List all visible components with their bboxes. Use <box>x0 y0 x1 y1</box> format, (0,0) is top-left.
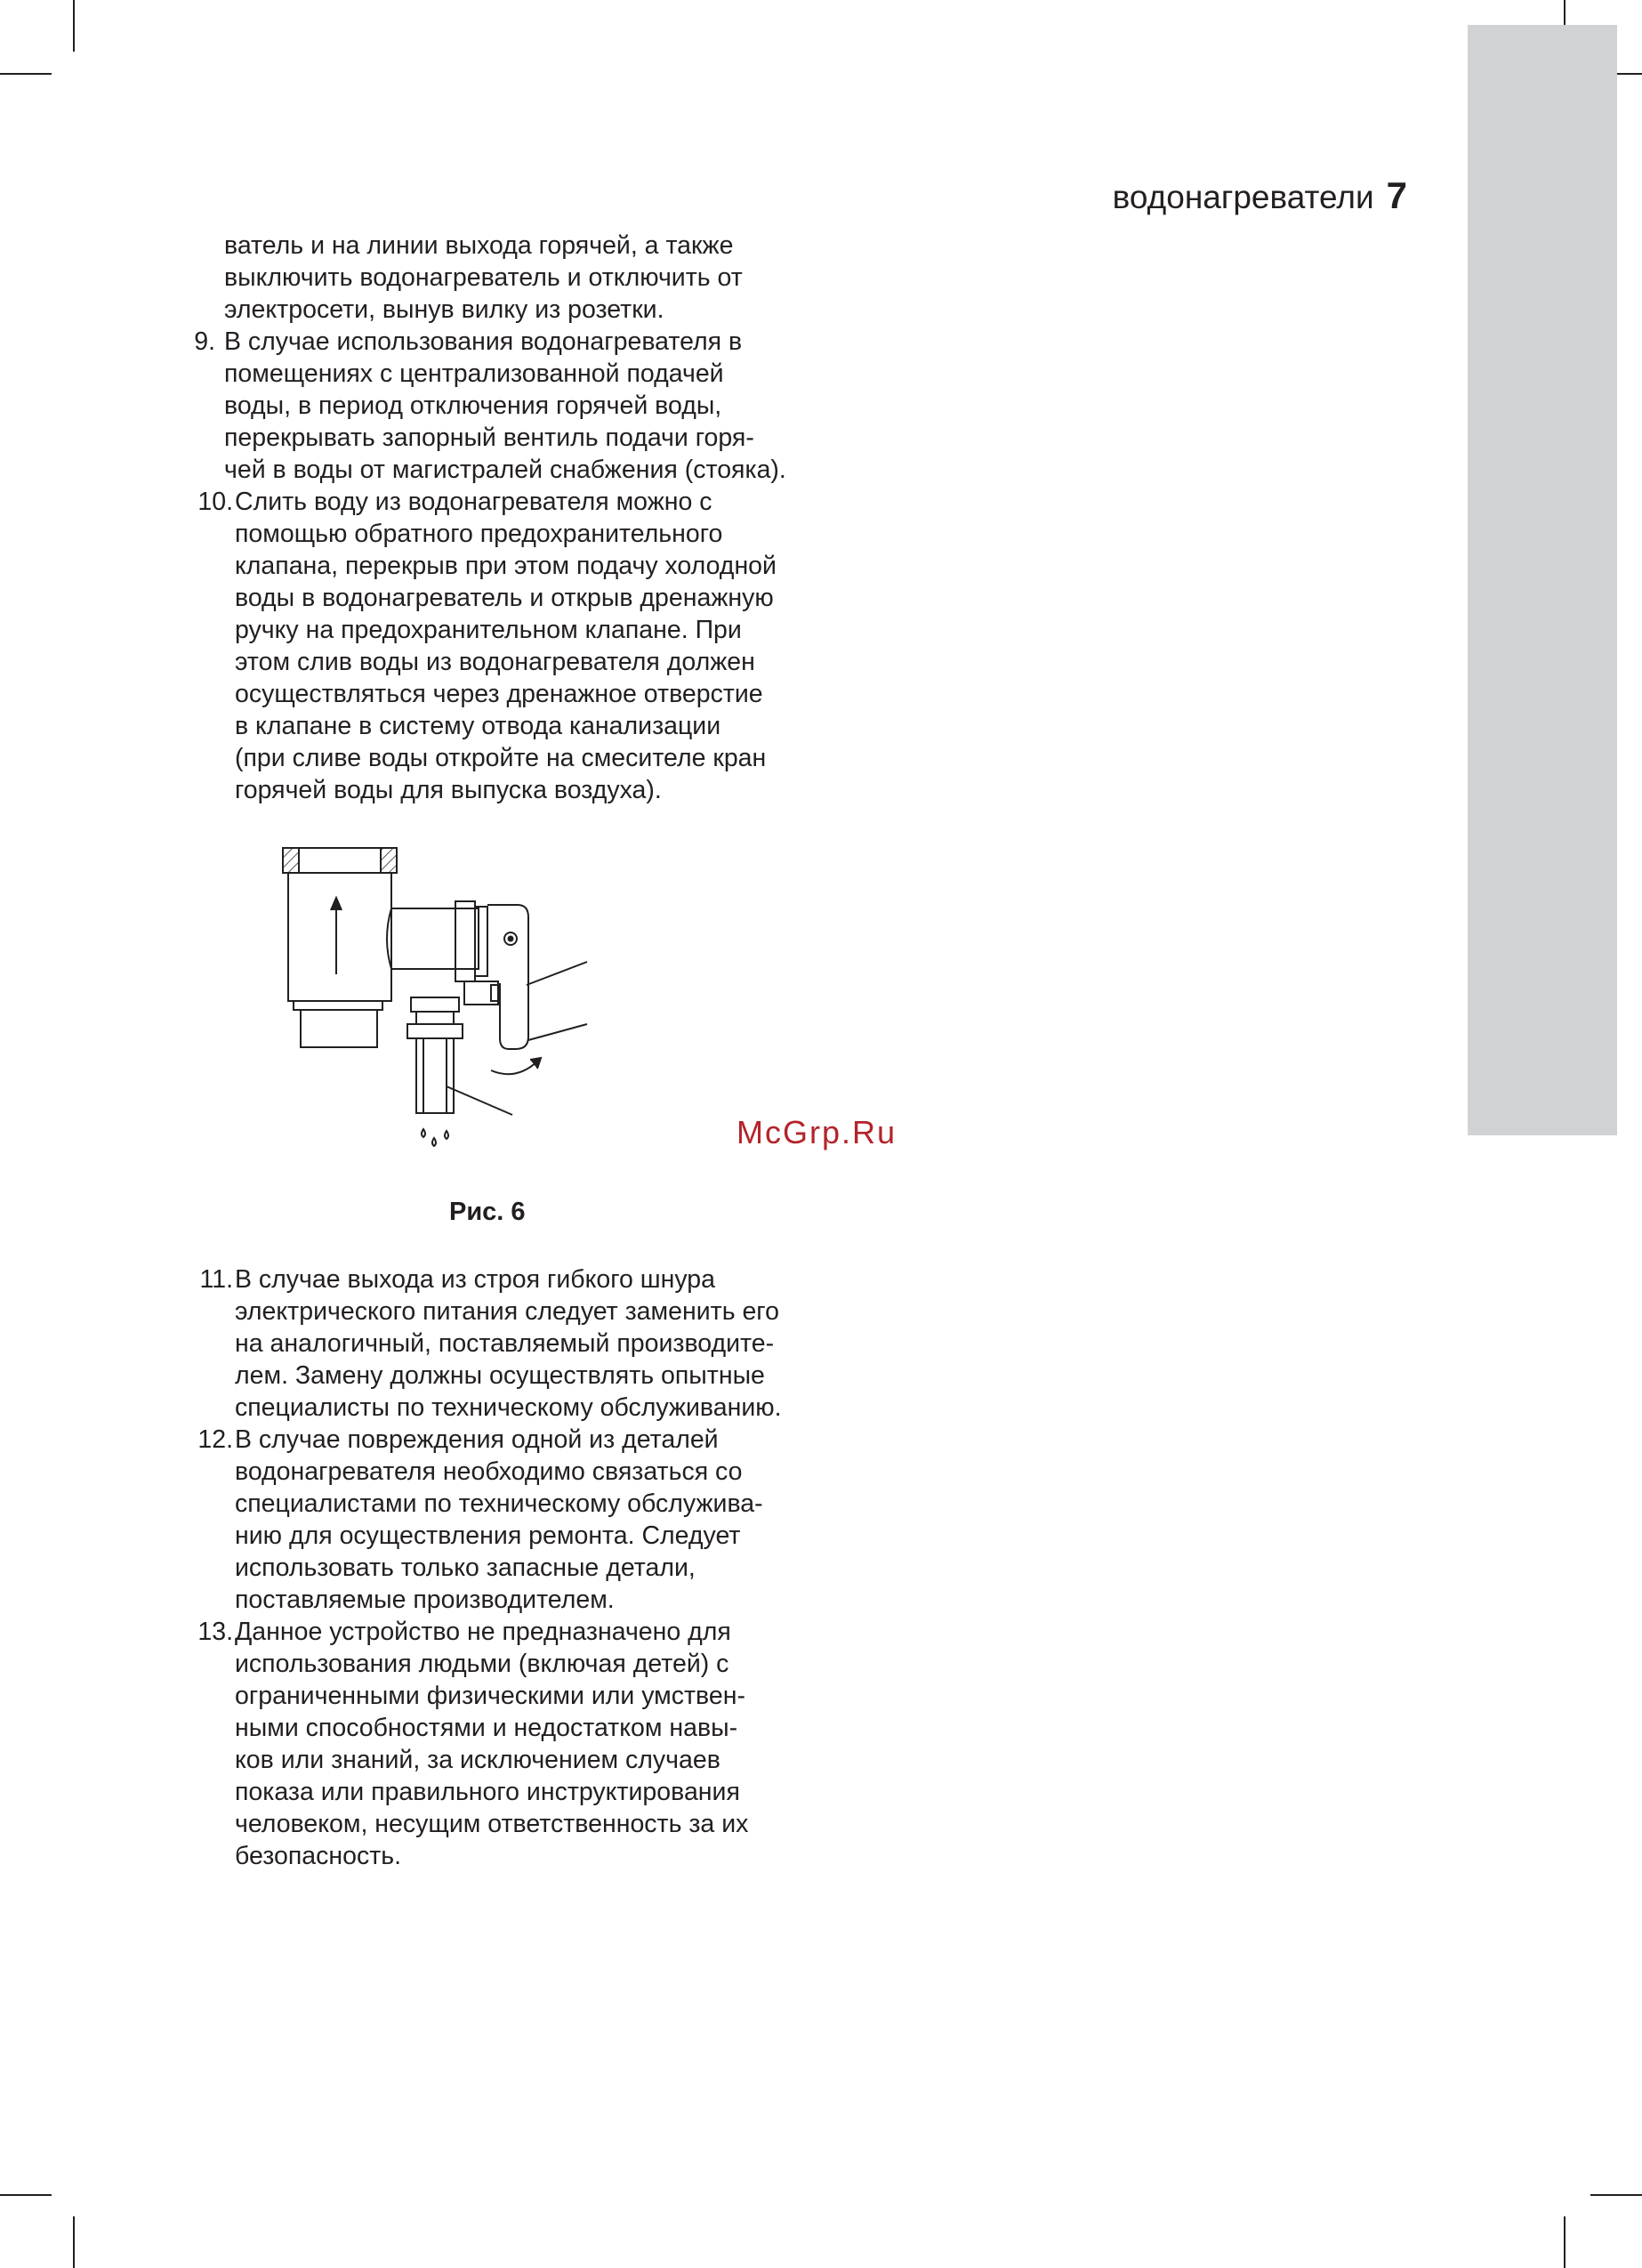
item-number: 12. <box>197 1425 233 1454</box>
list-item-11 <box>189 1263 802 1424</box>
text-line: чей в воды от магистралей снабжения (стояка). <box>224 456 786 484</box>
crop-mark <box>73 2216 75 2268</box>
text-line: использовать только запасные детали, <box>235 1554 696 1582</box>
top-nut <box>283 848 397 873</box>
bottom-thread <box>294 1001 382 1010</box>
text-line: выключить водонагреватель и отключить от <box>224 263 743 292</box>
text-line: клапана, перекрыв при этом подачу холодной <box>235 552 777 580</box>
list-item-13 <box>189 1616 802 1872</box>
text-line: поставляемые производителем. <box>235 1586 615 1614</box>
text-line: использования людьми (включая детей) с <box>235 1650 729 1678</box>
instructions-bottom <box>189 1263 802 1872</box>
text-line: перекрывать запорный вентиль подачи горя- <box>224 424 754 452</box>
crop-mark <box>0 73 52 75</box>
side-pipe <box>387 908 479 969</box>
text-line: В случае повреждения одной из деталей <box>235 1425 719 1454</box>
text-line: помощью обратного предохранительного <box>235 520 723 548</box>
figure-caption: Рис. 6 <box>449 1198 526 1226</box>
crop-mark <box>1590 2194 1642 2196</box>
text-line: помещениях с централизованной подачей <box>224 359 724 388</box>
text-line: на аналогичный, поставляемый производите- <box>235 1329 775 1358</box>
valve-body <box>288 873 391 1001</box>
text-line: водонагревателя необходимо связаться со <box>235 1457 743 1486</box>
text-line: ручку на предохранительном клапане. При <box>235 616 742 644</box>
side-tab <box>1468 25 1617 1135</box>
crop-mark <box>0 2194 52 2196</box>
text-line: безопасность. <box>235 1842 402 1870</box>
text-line: ватель и на линии выхода горячей, а также <box>224 231 734 260</box>
running-header <box>1113 174 1407 217</box>
item-number: 10. <box>197 488 233 516</box>
text-line: ков или знаний, за исключением случаев <box>235 1746 720 1774</box>
text-line: показа или правильного инструктирования <box>235 1778 740 1806</box>
text-line: специалистами по техническому обслужива- <box>235 1489 763 1518</box>
item-number: 13. <box>197 1618 233 1646</box>
text-line: Данное устройство не предназначено для <box>235 1618 731 1646</box>
text-line: нию для осуществления ремонта. Следует <box>235 1521 741 1550</box>
item-number: 11. <box>199 1265 233 1294</box>
text-line: В случае использования водонагревателя в <box>224 327 743 356</box>
text-line: воды, в период отключения горячей воды, <box>224 391 722 420</box>
drain-pipe <box>416 1038 454 1113</box>
text-line: В случае выхода из строя гибкого шнура <box>235 1265 716 1294</box>
text-line: ными способностями и недостатком навы- <box>235 1714 738 1742</box>
crop-mark <box>73 0 75 52</box>
text-line: ограниченными физическими или умствен- <box>235 1682 745 1710</box>
text-line: Слить воду из водонагревателя можно с <box>235 488 712 516</box>
text-line: в клапане в систему отвода канализации <box>235 712 721 740</box>
text-line: этом слив воды из водонагревателя должен <box>235 648 755 676</box>
item-number: 9. <box>194 327 215 356</box>
crop-mark <box>1564 2216 1566 2268</box>
text-line: человеком, несущим ответственность за их <box>235 1810 749 1838</box>
continuation-text <box>224 230 802 326</box>
list-item-9 <box>189 326 802 486</box>
text-line: воды в водонагреватель и открыв дренажную <box>235 584 774 612</box>
text-line: горячей воды для выпуска воздуха). <box>235 776 662 804</box>
safety-valve-figure <box>258 832 614 1161</box>
text-line: (при сливе воды откройте на смесителе кран <box>235 744 767 772</box>
drain-handle <box>487 905 528 1049</box>
section-title: водонагреватели <box>1112 179 1374 215</box>
text-line: осуществляться через дренажное отверстие <box>235 680 763 708</box>
page-number: 7 <box>1386 174 1407 216</box>
text-line: специалисты по техническому обслуживанию. <box>235 1393 782 1422</box>
watermark: McGrp.Ru <box>736 1114 897 1150</box>
instructions-top <box>189 326 802 806</box>
list-item-12 <box>189 1424 802 1616</box>
text-line: электрического питания следует заменить его <box>235 1297 779 1326</box>
text-line: электросети, вынув вилку из розетки. <box>224 295 664 324</box>
list-item-10 <box>189 486 802 806</box>
text-line: лем. Замену должны осуществлять опытные <box>235 1361 765 1390</box>
